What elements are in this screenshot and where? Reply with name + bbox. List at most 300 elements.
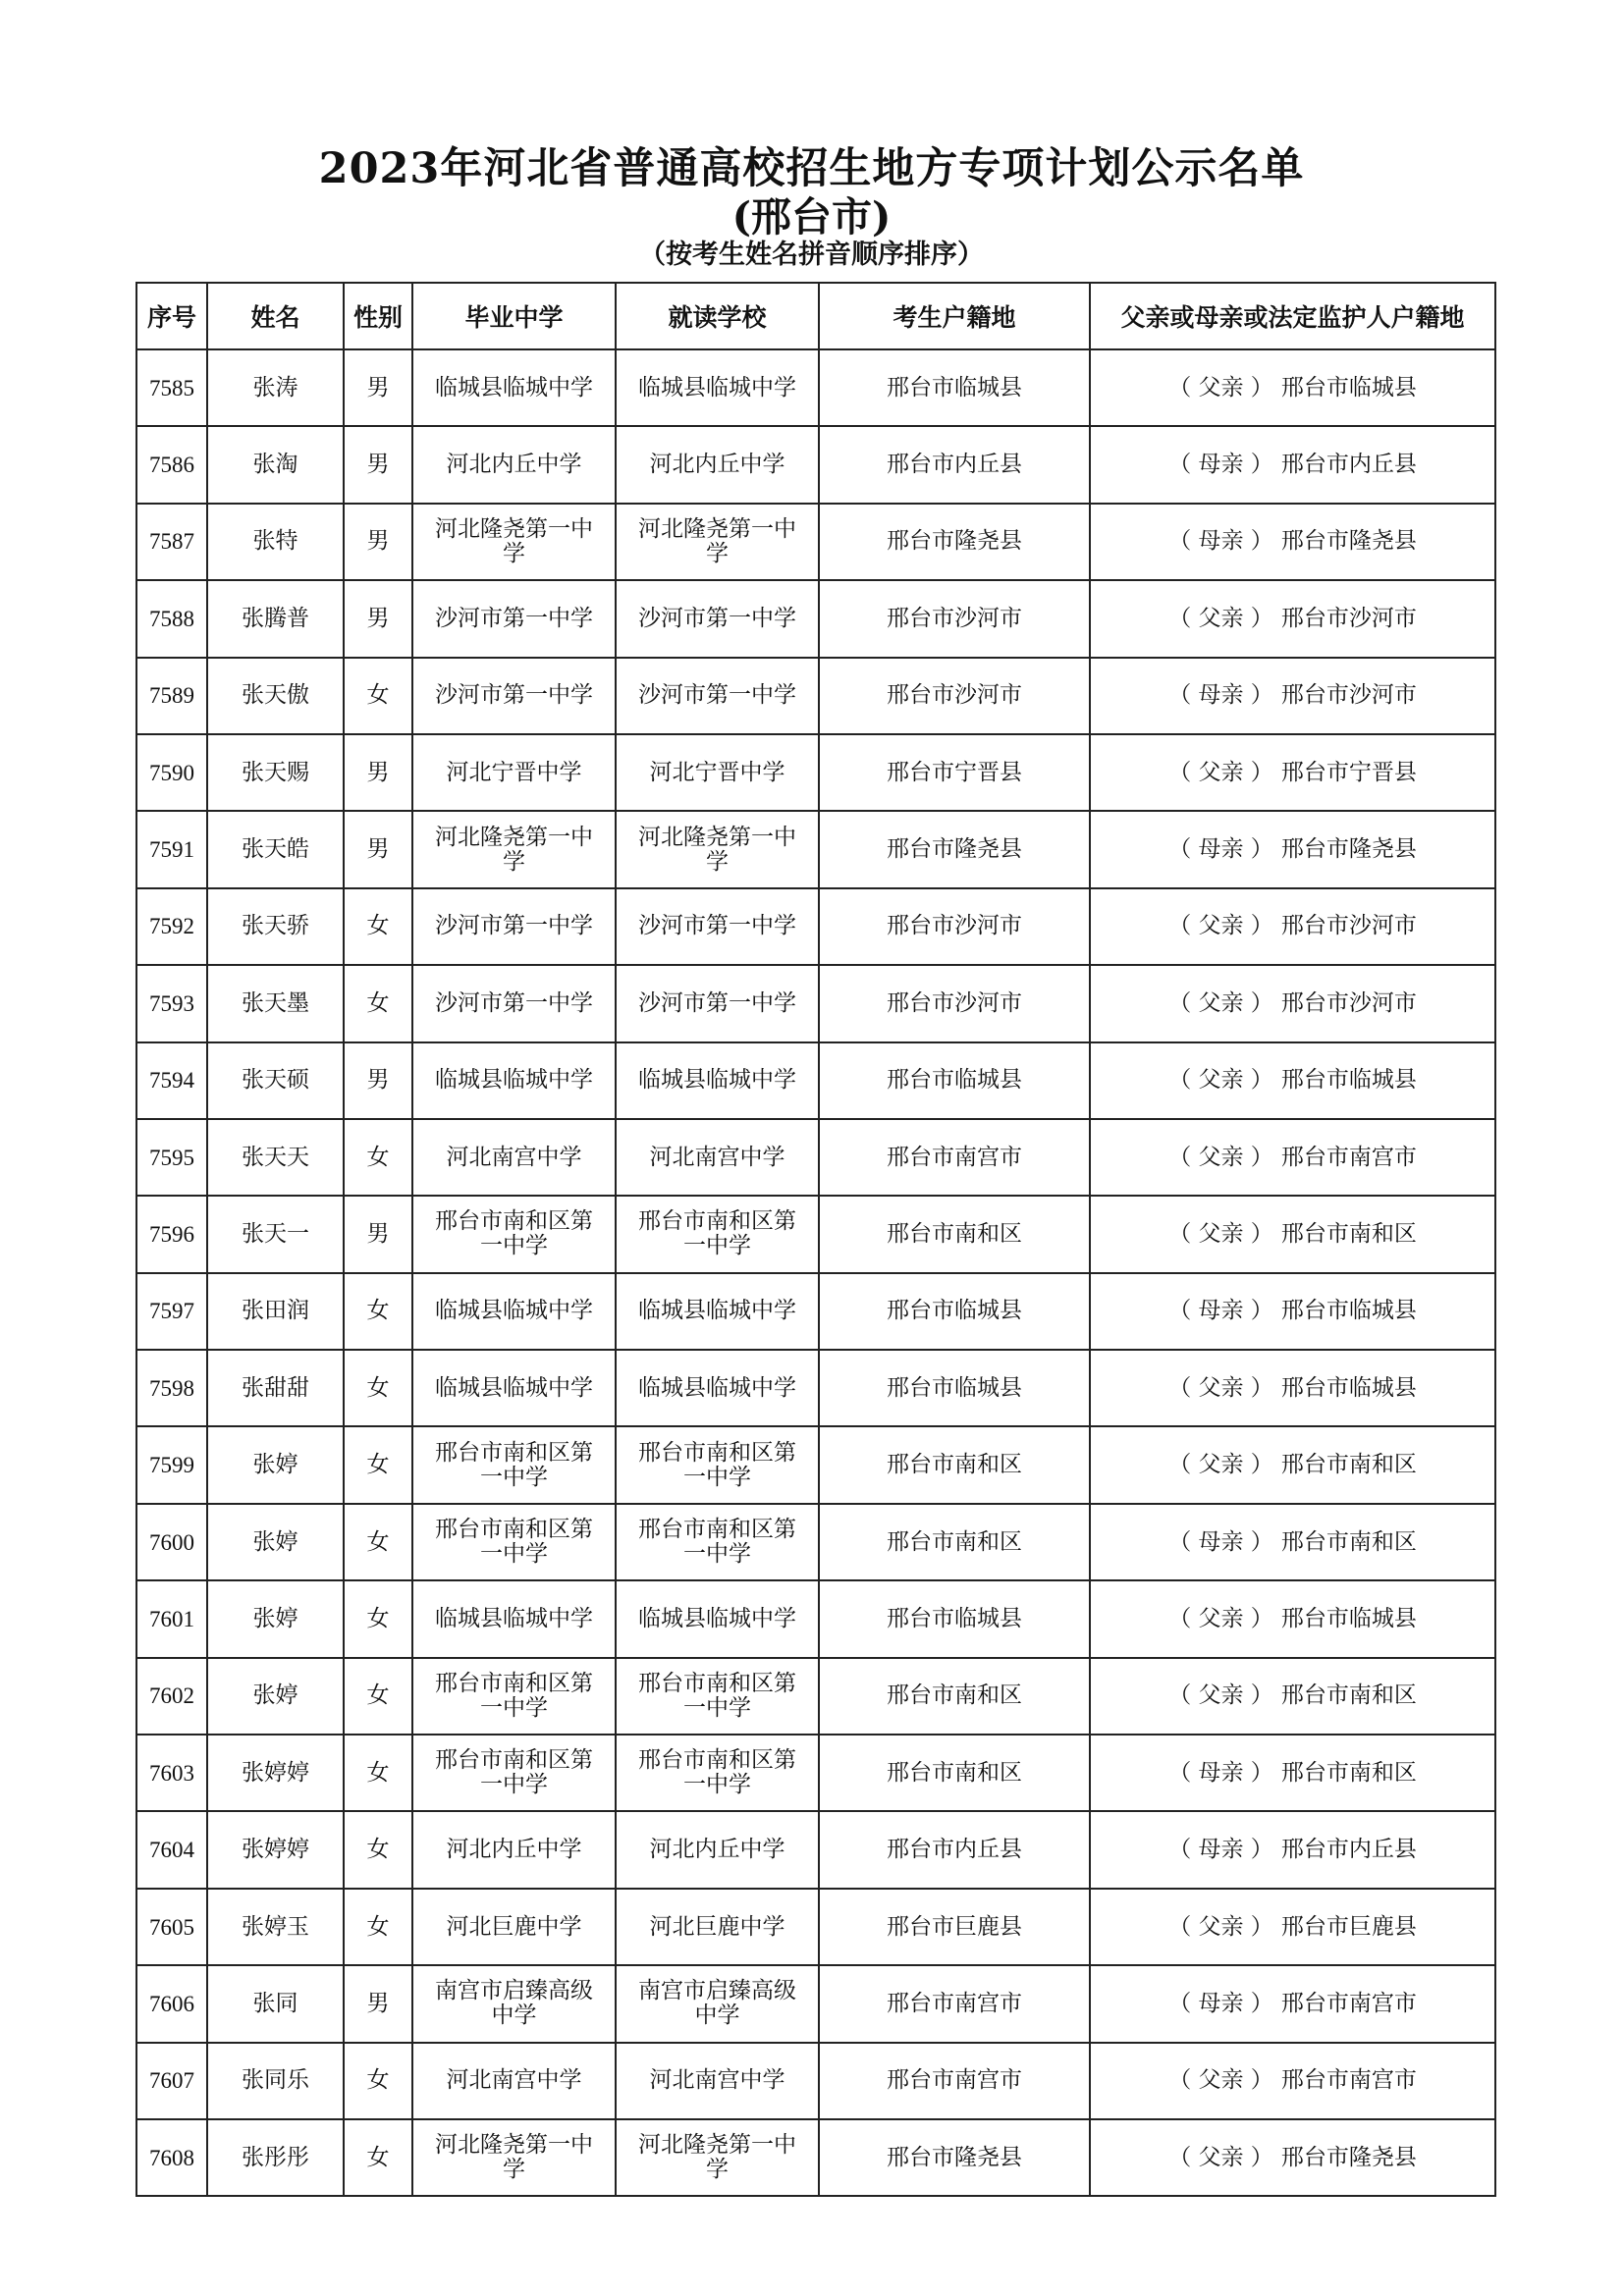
cell-serial: 7596 bbox=[136, 1196, 207, 1272]
cell-current-school bbox=[616, 811, 819, 887]
table-row bbox=[136, 1735, 1495, 1811]
cell-graduation-school bbox=[412, 734, 616, 811]
cell-graduation-school-text: 沙河市第一中学 bbox=[435, 913, 593, 939]
table-row bbox=[136, 1350, 1495, 1426]
cell-current-school bbox=[616, 1735, 819, 1811]
cell-current-school-text: 邢台市南和区第一中学 bbox=[638, 1517, 796, 1568]
cell-current-school bbox=[616, 2043, 819, 2119]
cell-current-school-text: 河北隆尧第一中学 bbox=[638, 515, 796, 566]
cell-current-school-text: 邢台市南和区第一中学 bbox=[638, 1439, 796, 1490]
guardian-relation: （ 父亲 ） bbox=[1168, 759, 1273, 785]
cell-serial: 7594 bbox=[136, 1042, 207, 1119]
table-row bbox=[136, 1196, 1495, 1272]
guardian-hukou-place: 邢台市临城县 bbox=[1280, 1298, 1417, 1324]
cell-graduation-school-text: 河北隆尧第一中学 bbox=[435, 2132, 593, 2183]
cell-student-hukou: 邢台市隆尧县 bbox=[819, 811, 1090, 887]
cell-gender: 女 bbox=[344, 1658, 412, 1735]
cell-current-school-text: 沙河市第一中学 bbox=[638, 913, 796, 939]
cell-graduation-school-text: 河北内丘中学 bbox=[446, 452, 582, 478]
cell-current-school-text: 河北内丘中学 bbox=[649, 1837, 785, 1863]
cell-student-hukou: 邢台市南和区 bbox=[819, 1658, 1090, 1735]
cell-graduation-school bbox=[412, 1350, 616, 1426]
cell-serial: 7589 bbox=[136, 658, 207, 734]
table-row bbox=[136, 1119, 1495, 1196]
cell-guardian-hukou bbox=[1090, 2043, 1495, 2119]
guardian-hukou-place: 邢台市隆尧县 bbox=[1280, 2144, 1417, 2170]
cell-guardian-hukou bbox=[1090, 504, 1495, 580]
cell-name: 张天皓 bbox=[207, 811, 344, 887]
cell-current-school-text: 河北隆尧第一中学 bbox=[638, 2132, 796, 2183]
cell-gender: 女 bbox=[344, 1811, 412, 1888]
cell-graduation-school-text: 临城县临城中学 bbox=[435, 1298, 593, 1324]
cell-gender: 男 bbox=[344, 504, 412, 580]
column-header-name: 姓名 bbox=[207, 283, 344, 349]
table-row bbox=[136, 1811, 1495, 1888]
guardian-hukou-place: 邢台市沙河市 bbox=[1280, 605, 1417, 631]
cell-current-school bbox=[616, 965, 819, 1041]
table-row bbox=[136, 811, 1495, 887]
cell-name: 张婷 bbox=[207, 1658, 344, 1735]
cell-current-school bbox=[616, 580, 819, 657]
cell-graduation-school-text: 河北南宫中学 bbox=[446, 2067, 582, 2094]
cell-current-school bbox=[616, 2119, 819, 2196]
cell-gender: 男 bbox=[344, 1965, 412, 2042]
cell-serial: 7600 bbox=[136, 1504, 207, 1580]
guardian-hukou-place: 邢台市南和区 bbox=[1280, 1682, 1417, 1709]
cell-student-hukou: 邢台市南宫市 bbox=[819, 1119, 1090, 1196]
table-row bbox=[136, 1042, 1495, 1119]
guardian-relation: （ 父亲 ） bbox=[1168, 1144, 1273, 1170]
cell-student-hukou: 邢台市临城县 bbox=[819, 1042, 1090, 1119]
cell-current-school-text: 临城县临城中学 bbox=[638, 1067, 796, 1094]
cell-current-school bbox=[616, 1580, 819, 1657]
cell-current-school-text: 邢台市南和区第一中学 bbox=[638, 1747, 796, 1798]
cell-current-school bbox=[616, 1119, 819, 1196]
guardian-hukou-place: 邢台市隆尧县 bbox=[1280, 836, 1417, 863]
sort-note: （按考生姓名拼音顺序排序） bbox=[639, 240, 984, 270]
cell-name: 张淘 bbox=[207, 426, 344, 503]
cell-gender: 女 bbox=[344, 1580, 412, 1657]
cell-serial: 7593 bbox=[136, 965, 207, 1041]
cell-serial: 7592 bbox=[136, 888, 207, 965]
cell-current-school bbox=[616, 888, 819, 965]
cell-graduation-school-text: 邢台市南和区第一中学 bbox=[435, 1439, 593, 1490]
column-header-guardian-hukou: 父亲或母亲或法定监护人户籍地 bbox=[1090, 283, 1495, 349]
cell-current-school-text: 临城县临城中学 bbox=[638, 374, 796, 400]
cell-gender: 男 bbox=[344, 811, 412, 887]
cell-current-school-text: 临城县临城中学 bbox=[638, 1298, 796, 1324]
cell-student-hukou: 邢台市南和区 bbox=[819, 1426, 1090, 1503]
cell-guardian-hukou bbox=[1090, 1965, 1495, 2042]
roster-table bbox=[135, 282, 1496, 2197]
cell-name: 张田润 bbox=[207, 1273, 344, 1350]
cell-graduation-school-text: 南宫市启臻高级中学 bbox=[435, 1978, 593, 2029]
cell-guardian-hukou bbox=[1090, 1042, 1495, 1119]
guardian-relation: （ 父亲 ） bbox=[1168, 1374, 1273, 1401]
cell-name: 张彤彤 bbox=[207, 2119, 344, 2196]
cell-current-school bbox=[616, 504, 819, 580]
guardian-relation: （ 母亲 ） bbox=[1168, 528, 1273, 555]
guardian-hukou-place: 邢台市南宫市 bbox=[1280, 1144, 1417, 1170]
guardian-hukou-place: 邢台市临城县 bbox=[1280, 1374, 1417, 1401]
cell-student-hukou: 邢台市宁晋县 bbox=[819, 734, 1090, 811]
cell-guardian-hukou bbox=[1090, 349, 1495, 426]
cell-current-school bbox=[616, 1811, 819, 1888]
table-row bbox=[136, 1658, 1495, 1735]
cell-student-hukou: 邢台市巨鹿县 bbox=[819, 1889, 1090, 1965]
cell-serial: 7586 bbox=[136, 426, 207, 503]
cell-graduation-school-text: 临城县临城中学 bbox=[435, 374, 593, 400]
cell-graduation-school-text: 河北南宫中学 bbox=[446, 1144, 582, 1170]
guardian-relation: （ 父亲 ） bbox=[1168, 1605, 1273, 1631]
cell-current-school bbox=[616, 734, 819, 811]
cell-graduation-school bbox=[412, 504, 616, 580]
column-header-serial: 序号 bbox=[136, 283, 207, 349]
guardian-hukou-place: 邢台市内丘县 bbox=[1280, 452, 1417, 478]
cell-graduation-school bbox=[412, 2119, 616, 2196]
cell-name: 张天赐 bbox=[207, 734, 344, 811]
cell-gender: 女 bbox=[344, 1350, 412, 1426]
cell-student-hukou: 邢台市临城县 bbox=[819, 1273, 1090, 1350]
cell-guardian-hukou bbox=[1090, 888, 1495, 965]
guardian-relation: （ 父亲 ） bbox=[1168, 605, 1273, 631]
cell-guardian-hukou bbox=[1090, 1658, 1495, 1735]
cell-name: 张婷 bbox=[207, 1426, 344, 1503]
cell-graduation-school bbox=[412, 2043, 616, 2119]
cell-name: 张天墨 bbox=[207, 965, 344, 1041]
cell-student-hukou: 邢台市临城县 bbox=[819, 349, 1090, 426]
cell-guardian-hukou bbox=[1090, 1735, 1495, 1811]
cell-current-school-text: 沙河市第一中学 bbox=[638, 989, 796, 1016]
cell-current-school-text: 临城县临城中学 bbox=[638, 1374, 796, 1401]
column-header-graduation-school: 毕业中学 bbox=[412, 283, 616, 349]
cell-current-school-text: 河北宁晋中学 bbox=[649, 759, 785, 785]
guardian-relation: （ 母亲 ） bbox=[1168, 1528, 1273, 1555]
cell-student-hukou: 邢台市隆尧县 bbox=[819, 2119, 1090, 2196]
cell-serial: 7587 bbox=[136, 504, 207, 580]
table-row bbox=[136, 888, 1495, 965]
cell-name: 张甜甜 bbox=[207, 1350, 344, 1426]
cell-name: 张天天 bbox=[207, 1119, 344, 1196]
cell-name: 张腾普 bbox=[207, 580, 344, 657]
cell-name: 张婷玉 bbox=[207, 1889, 344, 1965]
cell-current-school bbox=[616, 1658, 819, 1735]
cell-graduation-school bbox=[412, 1119, 616, 1196]
cell-guardian-hukou bbox=[1090, 426, 1495, 503]
cell-graduation-school bbox=[412, 1426, 616, 1503]
cell-serial: 7595 bbox=[136, 1119, 207, 1196]
cell-name: 张特 bbox=[207, 504, 344, 580]
cell-graduation-school-text: 临城县临城中学 bbox=[435, 1374, 593, 1401]
guardian-hukou-place: 邢台市南和区 bbox=[1280, 1528, 1417, 1555]
table-row bbox=[136, 1580, 1495, 1657]
cell-guardian-hukou bbox=[1090, 1426, 1495, 1503]
guardian-relation: （ 母亲 ） bbox=[1168, 1990, 1273, 2016]
cell-graduation-school bbox=[412, 1042, 616, 1119]
cell-serial: 7597 bbox=[136, 1273, 207, 1350]
cell-graduation-school bbox=[412, 1273, 616, 1350]
guardian-relation: （ 母亲 ） bbox=[1168, 836, 1273, 863]
cell-guardian-hukou bbox=[1090, 1273, 1495, 1350]
cell-student-hukou: 邢台市南和区 bbox=[819, 1504, 1090, 1580]
cell-serial: 7607 bbox=[136, 2043, 207, 2119]
guardian-hukou-place: 邢台市南宫市 bbox=[1280, 1990, 1417, 2016]
guardian-hukou-place: 邢台市临城县 bbox=[1280, 1067, 1417, 1094]
table-row bbox=[136, 2119, 1495, 2196]
cell-serial: 7602 bbox=[136, 1658, 207, 1735]
guardian-relation: （ 父亲 ） bbox=[1168, 1913, 1273, 1940]
cell-current-school-text: 河北南宫中学 bbox=[649, 1144, 785, 1170]
table-row bbox=[136, 2043, 1495, 2119]
cell-graduation-school bbox=[412, 1580, 616, 1657]
table-row bbox=[136, 426, 1495, 503]
cell-gender: 女 bbox=[344, 1119, 412, 1196]
cell-current-school bbox=[616, 349, 819, 426]
cell-current-school bbox=[616, 1426, 819, 1503]
cell-gender: 女 bbox=[344, 1426, 412, 1503]
guardian-hukou-place: 邢台市隆尧县 bbox=[1280, 528, 1417, 555]
cell-serial: 7604 bbox=[136, 1811, 207, 1888]
cell-student-hukou: 邢台市南和区 bbox=[819, 1196, 1090, 1272]
cell-gender: 男 bbox=[344, 349, 412, 426]
cell-graduation-school-text: 邢台市南和区第一中学 bbox=[435, 1747, 593, 1798]
cell-student-hukou: 邢台市内丘县 bbox=[819, 426, 1090, 503]
cell-student-hukou: 邢台市南宫市 bbox=[819, 1965, 1090, 2042]
guardian-hukou-place: 邢台市内丘县 bbox=[1280, 1837, 1417, 1863]
cell-guardian-hukou bbox=[1090, 2119, 1495, 2196]
guardian-relation: （ 父亲 ） bbox=[1168, 913, 1273, 939]
cell-name: 张涛 bbox=[207, 349, 344, 426]
document-subtitle: (邢台市) bbox=[731, 193, 892, 240]
table-row bbox=[136, 1889, 1495, 1965]
guardian-relation: （ 母亲 ） bbox=[1168, 1298, 1273, 1324]
cell-graduation-school bbox=[412, 1735, 616, 1811]
table-header-row bbox=[136, 283, 1495, 349]
cell-student-hukou: 邢台市临城县 bbox=[819, 1580, 1090, 1657]
table-row bbox=[136, 1426, 1495, 1503]
guardian-relation: （ 父亲 ） bbox=[1168, 1452, 1273, 1478]
cell-graduation-school bbox=[412, 349, 616, 426]
cell-student-hukou: 邢台市沙河市 bbox=[819, 965, 1090, 1041]
guardian-hukou-place: 邢台市南和区 bbox=[1280, 1452, 1417, 1478]
cell-student-hukou: 邢台市南宫市 bbox=[819, 2043, 1090, 2119]
guardian-hukou-place: 邢台市南和区 bbox=[1280, 1220, 1417, 1247]
cell-student-hukou: 邢台市隆尧县 bbox=[819, 504, 1090, 580]
cell-graduation-school-text: 临城县临城中学 bbox=[435, 1067, 593, 1094]
cell-graduation-school-text: 邢台市南和区第一中学 bbox=[435, 1517, 593, 1568]
cell-guardian-hukou bbox=[1090, 658, 1495, 734]
cell-current-school bbox=[616, 1504, 819, 1580]
cell-graduation-school bbox=[412, 1504, 616, 1580]
cell-serial: 7599 bbox=[136, 1426, 207, 1503]
guardian-relation: （ 父亲 ） bbox=[1168, 1682, 1273, 1709]
cell-name: 张天骄 bbox=[207, 888, 344, 965]
cell-gender: 女 bbox=[344, 1273, 412, 1350]
table-body bbox=[136, 349, 1495, 2196]
cell-student-hukou: 邢台市临城县 bbox=[819, 1350, 1090, 1426]
cell-current-school bbox=[616, 1350, 819, 1426]
cell-student-hukou: 邢台市沙河市 bbox=[819, 580, 1090, 657]
column-header-student-hukou: 考生户籍地 bbox=[819, 283, 1090, 349]
column-header-gender: 性别 bbox=[344, 283, 412, 349]
cell-name: 张婷 bbox=[207, 1504, 344, 1580]
cell-serial: 7608 bbox=[136, 2119, 207, 2196]
cell-current-school-text: 河北内丘中学 bbox=[649, 452, 785, 478]
cell-gender: 女 bbox=[344, 1889, 412, 1965]
guardian-hukou-place: 邢台市南宫市 bbox=[1280, 2067, 1417, 2094]
cell-guardian-hukou bbox=[1090, 1119, 1495, 1196]
document-title: 2023年河北省普通高校招生地方专项计划公示名单 bbox=[318, 144, 1305, 193]
guardian-relation: （ 母亲 ） bbox=[1168, 682, 1273, 709]
cell-gender: 女 bbox=[344, 888, 412, 965]
guardian-hukou-place: 邢台市沙河市 bbox=[1280, 913, 1417, 939]
cell-gender: 女 bbox=[344, 2119, 412, 2196]
table-row bbox=[136, 965, 1495, 1041]
cell-current-school bbox=[616, 1273, 819, 1350]
cell-graduation-school-text: 邢台市南和区第一中学 bbox=[435, 1670, 593, 1721]
cell-gender: 女 bbox=[344, 1735, 412, 1811]
cell-serial: 7588 bbox=[136, 580, 207, 657]
cell-current-school bbox=[616, 1042, 819, 1119]
cell-guardian-hukou bbox=[1090, 734, 1495, 811]
cell-guardian-hukou bbox=[1090, 1580, 1495, 1657]
cell-serial: 7590 bbox=[136, 734, 207, 811]
guardian-hukou-place: 邢台市沙河市 bbox=[1280, 682, 1417, 709]
cell-student-hukou: 邢台市沙河市 bbox=[819, 658, 1090, 734]
cell-guardian-hukou bbox=[1090, 1196, 1495, 1272]
cell-name: 张天硕 bbox=[207, 1042, 344, 1119]
column-header-current-school: 就读学校 bbox=[616, 283, 819, 349]
cell-graduation-school bbox=[412, 426, 616, 503]
cell-graduation-school-text: 河北隆尧第一中学 bbox=[435, 515, 593, 566]
cell-guardian-hukou bbox=[1090, 580, 1495, 657]
cell-graduation-school bbox=[412, 811, 616, 887]
cell-graduation-school-text: 沙河市第一中学 bbox=[435, 682, 593, 709]
cell-gender: 女 bbox=[344, 965, 412, 1041]
cell-graduation-school bbox=[412, 1965, 616, 2042]
cell-guardian-hukou bbox=[1090, 1811, 1495, 1888]
cell-serial: 7605 bbox=[136, 1889, 207, 1965]
cell-student-hukou: 邢台市内丘县 bbox=[819, 1811, 1090, 1888]
cell-guardian-hukou bbox=[1090, 1350, 1495, 1426]
cell-current-school-text: 河北巨鹿中学 bbox=[649, 1913, 785, 1940]
cell-current-school bbox=[616, 1965, 819, 2042]
cell-guardian-hukou bbox=[1090, 965, 1495, 1041]
cell-current-school-text: 临城县临城中学 bbox=[638, 1605, 796, 1631]
cell-graduation-school bbox=[412, 888, 616, 965]
cell-current-school-text: 沙河市第一中学 bbox=[638, 682, 796, 709]
cell-student-hukou: 邢台市沙河市 bbox=[819, 888, 1090, 965]
cell-serial: 7598 bbox=[136, 1350, 207, 1426]
cell-graduation-school-text: 邢台市南和区第一中学 bbox=[435, 1208, 593, 1259]
guardian-hukou-place: 邢台市临城县 bbox=[1280, 1605, 1417, 1631]
table-row bbox=[136, 658, 1495, 734]
guardian-hukou-place: 邢台市巨鹿县 bbox=[1280, 1913, 1417, 1940]
cell-graduation-school bbox=[412, 1889, 616, 1965]
table-row bbox=[136, 1273, 1495, 1350]
table-row bbox=[136, 1504, 1495, 1580]
cell-name: 张婷 bbox=[207, 1580, 344, 1657]
cell-current-school bbox=[616, 426, 819, 503]
cell-graduation-school bbox=[412, 658, 616, 734]
guardian-relation: （ 父亲 ） bbox=[1168, 2067, 1273, 2094]
cell-name: 张同乐 bbox=[207, 2043, 344, 2119]
table-row bbox=[136, 734, 1495, 811]
cell-graduation-school bbox=[412, 1811, 616, 1888]
guardian-hukou-place: 邢台市宁晋县 bbox=[1280, 759, 1417, 785]
cell-serial: 7606 bbox=[136, 1965, 207, 2042]
cell-guardian-hukou bbox=[1090, 1889, 1495, 1965]
table-row bbox=[136, 504, 1495, 580]
guardian-hukou-place: 邢台市沙河市 bbox=[1280, 989, 1417, 1016]
guardian-relation: （ 父亲 ） bbox=[1168, 2144, 1273, 2170]
guardian-relation: （ 父亲 ） bbox=[1168, 1220, 1273, 1247]
cell-current-school-text: 南宫市启臻高级中学 bbox=[638, 1978, 796, 2029]
cell-current-school bbox=[616, 1889, 819, 1965]
cell-graduation-school-text: 沙河市第一中学 bbox=[435, 989, 593, 1016]
guardian-hukou-place: 邢台市南和区 bbox=[1280, 1759, 1417, 1786]
cell-gender: 男 bbox=[344, 1196, 412, 1272]
guardian-relation: （ 父亲 ） bbox=[1168, 374, 1273, 400]
guardian-relation: （ 母亲 ） bbox=[1168, 1837, 1273, 1863]
cell-graduation-school bbox=[412, 965, 616, 1041]
cell-name: 张婷婷 bbox=[207, 1735, 344, 1811]
cell-graduation-school bbox=[412, 1658, 616, 1735]
cell-serial: 7585 bbox=[136, 349, 207, 426]
table-row bbox=[136, 580, 1495, 657]
cell-gender: 男 bbox=[344, 734, 412, 811]
cell-graduation-school-text: 河北巨鹿中学 bbox=[446, 1913, 582, 1940]
cell-serial: 7591 bbox=[136, 811, 207, 887]
guardian-relation: （ 父亲 ） bbox=[1168, 1067, 1273, 1094]
cell-graduation-school-text: 河北内丘中学 bbox=[446, 1837, 582, 1863]
cell-graduation-school-text: 临城县临城中学 bbox=[435, 1605, 593, 1631]
cell-serial: 7601 bbox=[136, 1580, 207, 1657]
cell-gender: 男 bbox=[344, 580, 412, 657]
guardian-hukou-place: 邢台市临城县 bbox=[1280, 374, 1417, 400]
table-row bbox=[136, 1965, 1495, 2042]
cell-gender: 男 bbox=[344, 426, 412, 503]
cell-graduation-school-text: 河北宁晋中学 bbox=[446, 759, 582, 785]
cell-current-school bbox=[616, 1196, 819, 1272]
cell-name: 张婷婷 bbox=[207, 1811, 344, 1888]
cell-student-hukou: 邢台市南和区 bbox=[819, 1735, 1090, 1811]
cell-current-school-text: 邢台市南和区第一中学 bbox=[638, 1208, 796, 1259]
cell-graduation-school-text: 河北隆尧第一中学 bbox=[435, 824, 593, 875]
cell-gender: 男 bbox=[344, 1042, 412, 1119]
cell-guardian-hukou bbox=[1090, 811, 1495, 887]
cell-graduation-school bbox=[412, 580, 616, 657]
cell-name: 张天一 bbox=[207, 1196, 344, 1272]
cell-current-school-text: 邢台市南和区第一中学 bbox=[638, 1670, 796, 1721]
guardian-relation: （ 母亲 ） bbox=[1168, 452, 1273, 478]
cell-current-school-text: 沙河市第一中学 bbox=[638, 605, 796, 631]
cell-serial: 7603 bbox=[136, 1735, 207, 1811]
guardian-relation: （ 父亲 ） bbox=[1168, 989, 1273, 1016]
cell-gender: 女 bbox=[344, 658, 412, 734]
cell-gender: 女 bbox=[344, 2043, 412, 2119]
cell-graduation-school bbox=[412, 1196, 616, 1272]
cell-guardian-hukou bbox=[1090, 1504, 1495, 1580]
cell-name: 张天傲 bbox=[207, 658, 344, 734]
cell-current-school bbox=[616, 658, 819, 734]
cell-name: 张同 bbox=[207, 1965, 344, 2042]
table-row bbox=[136, 349, 1495, 426]
cell-gender: 女 bbox=[344, 1504, 412, 1580]
cell-current-school-text: 河北隆尧第一中学 bbox=[638, 824, 796, 875]
cell-current-school-text: 河北南宫中学 bbox=[649, 2067, 785, 2094]
guardian-relation: （ 母亲 ） bbox=[1168, 1759, 1273, 1786]
